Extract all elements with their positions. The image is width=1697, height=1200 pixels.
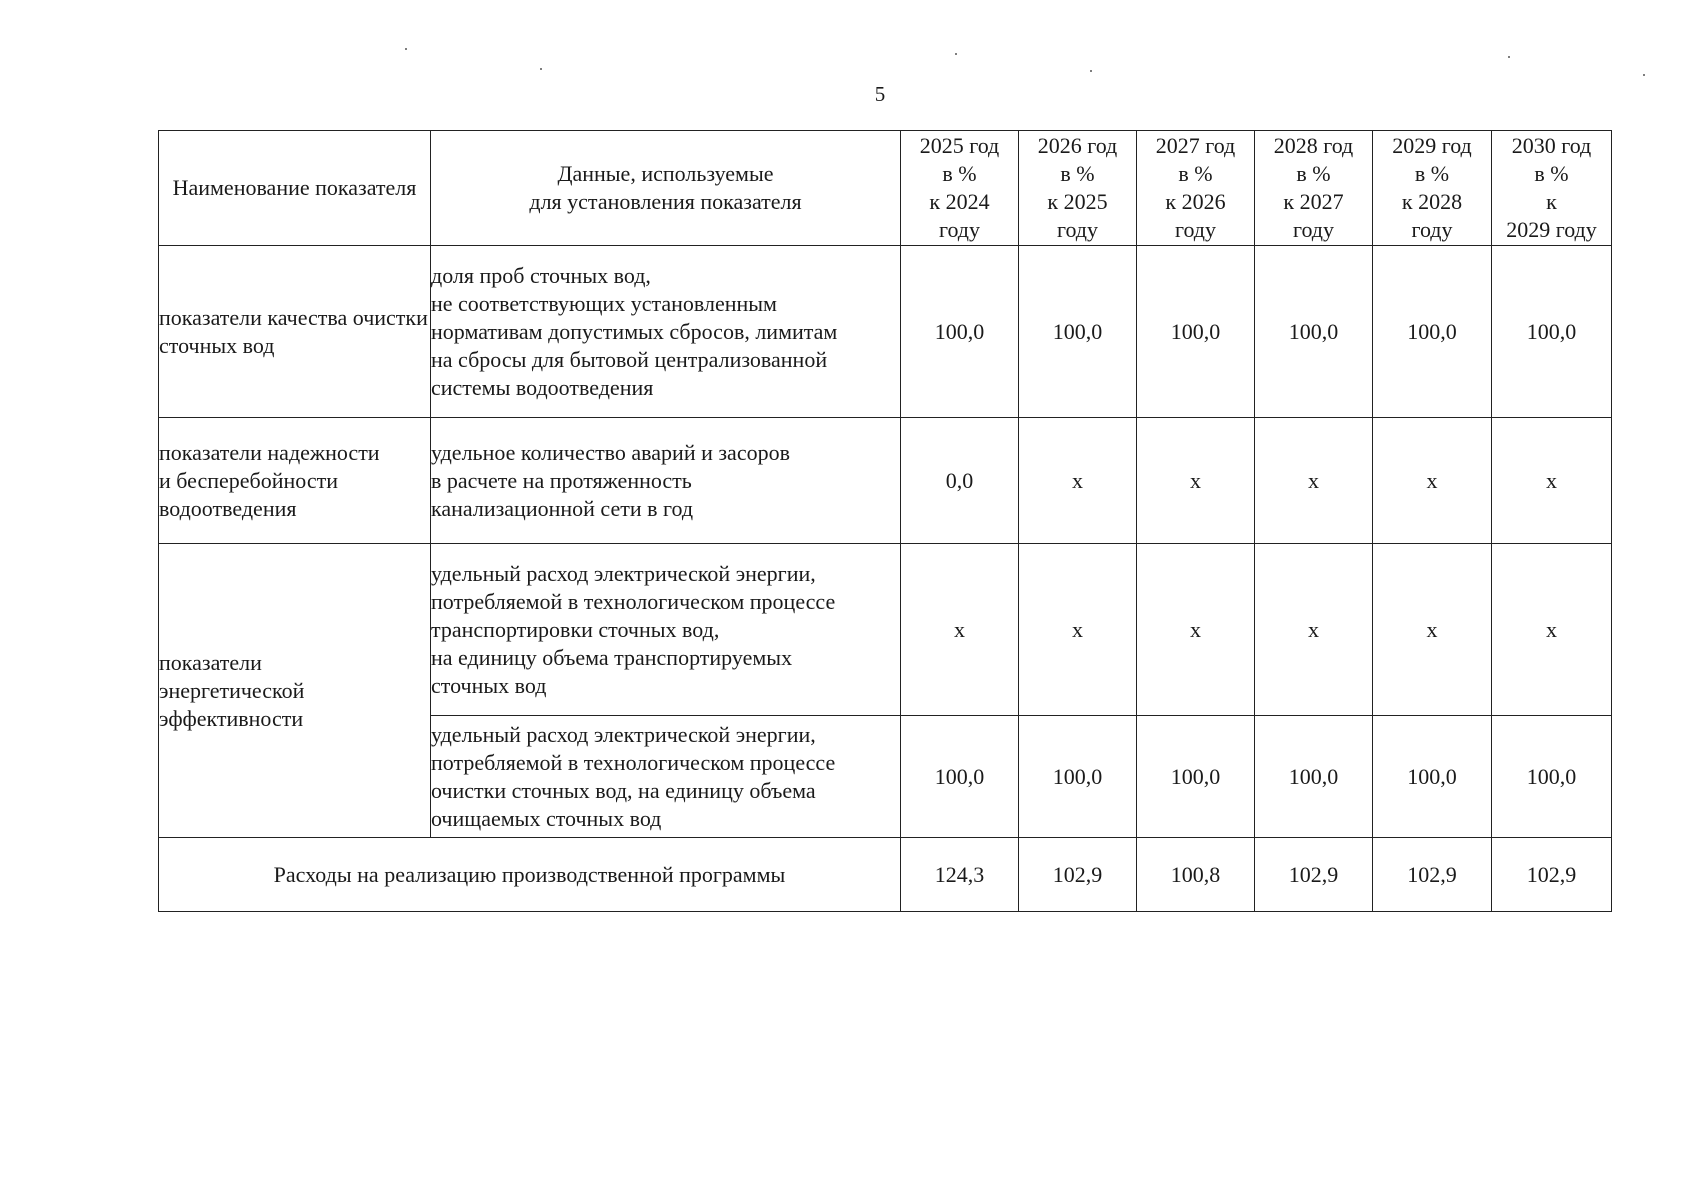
header-year-line: году [1174, 217, 1217, 242]
indicator-name-line: энергетической [159, 677, 305, 703]
header-year-line: в % [1296, 161, 1331, 186]
indicator-data-line: канализационной сети в год [431, 495, 694, 521]
summary-row [159, 838, 1612, 912]
header-year-line: 2025 год [919, 133, 1000, 158]
header-year-line: 2027 год [1155, 133, 1236, 158]
indicator-data [431, 544, 901, 716]
value-cell: x [1137, 544, 1255, 716]
indicator-data-line: доля проб сточных вод, [431, 262, 651, 288]
table-row [159, 544, 1612, 716]
scan-speck [540, 68, 542, 70]
indicator-name-line: водоотведения [159, 495, 297, 521]
value-cell: 100,0 [1019, 246, 1137, 418]
value-cell: 100,0 [1492, 246, 1612, 418]
summary-value: 102,9 [1019, 838, 1137, 912]
indicator-data-line: очистки сточных вод, на единицу объема [431, 777, 816, 803]
value-cell: 100,0 [1019, 716, 1137, 838]
header-year-line: 2029 году [1506, 217, 1597, 242]
value-cell: 100,0 [1373, 716, 1492, 838]
indicator-data-line: в расчете на протяженность [431, 467, 692, 493]
indicator-data-line: на единицу объема транспортируемых [431, 644, 793, 670]
scan-speck [1090, 70, 1092, 72]
scan-speck [1508, 56, 1510, 58]
indicator-data-line: удельный расход электрической энергии, [431, 721, 816, 747]
indicator-name [159, 418, 431, 544]
value-cell: 0,0 [901, 418, 1019, 544]
value-cell: 100,0 [1137, 716, 1255, 838]
header-year-line: 2029 год [1392, 133, 1472, 158]
header-year-line: к [1546, 189, 1557, 214]
summary-value: 102,9 [1373, 838, 1492, 912]
value-cell: x [1137, 418, 1255, 544]
header-year-line: 2030 год [1511, 133, 1592, 158]
scan-speck [1643, 74, 1645, 76]
header-year-line: к 2027 [1283, 189, 1344, 214]
summary-label: Расходы на реализацию производственной программы [159, 838, 901, 912]
header-year-line: в % [1178, 161, 1213, 186]
summary-value: 102,9 [1255, 838, 1373, 912]
indicator-data [431, 246, 901, 418]
table-row [159, 246, 1612, 418]
header-year-line: году [1292, 217, 1335, 242]
header-indicator-data [431, 131, 901, 246]
value-cell: x [901, 544, 1019, 716]
header-year-line: году [1411, 217, 1453, 242]
summary-value: 100,8 [1137, 838, 1255, 912]
indicator-data-line: транспортировки сточных вод, [431, 616, 720, 642]
header-year-line: 2026 год [1037, 133, 1118, 158]
indicator-data-line: не соответствующих установленным [431, 290, 777, 316]
header-year-2027 [1137, 131, 1255, 246]
indicator-data-line: очищаемых сточных вод [431, 805, 662, 831]
indicator-name-line: показатели [159, 649, 262, 675]
header-year-2025 [901, 131, 1019, 246]
page-number: 5 [874, 82, 886, 106]
value-cell: 100,0 [1255, 716, 1373, 838]
indicator-data [431, 716, 901, 838]
indicator-name-line: эффективности [159, 705, 304, 731]
header-year-line: к 2024 [929, 189, 990, 214]
value-cell: x [1373, 544, 1492, 716]
indicator-name [159, 544, 431, 838]
indicator-data-line: нормативам допустимых сбросов, лимитам [431, 318, 838, 344]
indicator-data-line: потребляемой в технологическом процессе [431, 749, 836, 775]
scan-speck [405, 48, 407, 50]
indicator-data [431, 418, 901, 544]
header-year-line: в % [1060, 161, 1095, 186]
header-year-line: к 2028 [1401, 189, 1463, 214]
value-cell: x [1373, 418, 1492, 544]
value-cell: 100,0 [1373, 246, 1492, 418]
header-year-line: в % [1414, 161, 1450, 186]
indicator-data-line: удельный расход электрической энергии, [431, 560, 816, 586]
indicator-data-line: сточных вод [431, 672, 547, 698]
value-cell: 100,0 [1137, 246, 1255, 418]
header-year-line: к 2025 [1047, 189, 1108, 214]
value-cell: x [1492, 418, 1612, 544]
header-year-2030 [1492, 131, 1612, 246]
indicator-data-line: на сбросы для бытовой централизованной [431, 346, 828, 372]
value-cell: x [1492, 544, 1612, 716]
indicator-data-line: системы водоотведения [431, 374, 654, 400]
indicator-data-line: потребляемой в технологическом процессе [431, 588, 836, 614]
summary-value: 102,9 [1492, 838, 1612, 912]
header-year-2026 [1019, 131, 1137, 246]
header-year-line: году [1056, 217, 1099, 242]
indicator-name: показатели качества очистки сточных вод [159, 246, 431, 418]
indicators-table [158, 130, 1612, 912]
value-cell: x [1255, 418, 1373, 544]
summary-value: 124,3 [901, 838, 1019, 912]
value-cell: x [1019, 544, 1137, 716]
header-year-line: к 2026 [1165, 189, 1226, 214]
table-row [159, 418, 1612, 544]
value-cell: 100,0 [1492, 716, 1612, 838]
scan-speck [955, 53, 957, 55]
indicator-name-line: показатели надежности [159, 439, 380, 465]
value-cell: 100,0 [901, 246, 1019, 418]
indicator-data-line: удельное количество аварий и засоров [431, 439, 790, 465]
header-data-line: для установления показателя [529, 189, 802, 214]
header-year-line: в % [942, 161, 977, 186]
header-year-line: году [938, 217, 981, 242]
indicator-name-line: и бесперебойности [159, 467, 338, 493]
value-cell: 100,0 [901, 716, 1019, 838]
header-year-line: 2028 год [1273, 133, 1354, 158]
value-cell: 100,0 [1255, 246, 1373, 418]
header-data-line: Данные, используемые [557, 161, 774, 186]
header-year-line: в % [1534, 161, 1569, 186]
table-header-row [159, 131, 1612, 246]
value-cell: x [1255, 544, 1373, 716]
header-indicator-name: Наименование показателя [159, 131, 431, 246]
header-year-2028 [1255, 131, 1373, 246]
header-year-2029 [1373, 131, 1492, 246]
value-cell: x [1019, 418, 1137, 544]
